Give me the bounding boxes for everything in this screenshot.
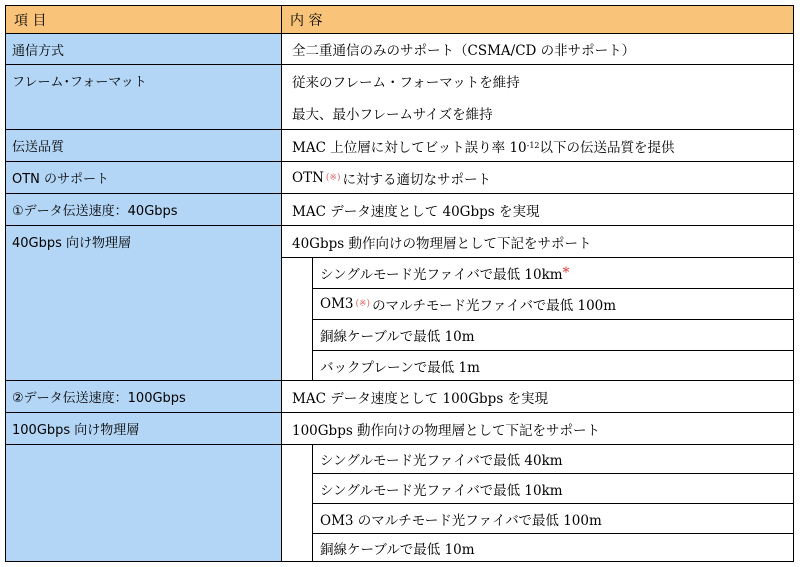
header-item-cell [6,6,281,33]
divider [281,6,282,561]
item-speed40: ①データ伝送速度：40Gbps [6,194,281,225]
footnote-mark: (※) [355,299,371,309]
item-otn: OTN のサポート [6,162,281,193]
divider [312,319,793,320]
spec-table [5,5,794,562]
sub40-copper: 銅線ケーブルで最低 10m [320,329,475,345]
item-frame: フレーム･フォーマット [6,65,281,129]
content-comm: 全二重通信のみのサポート（CSMA/CD の非サポート） [292,43,636,59]
divider [312,473,793,474]
item-quality: 伝送品質 [6,130,281,161]
divider [312,257,313,380]
content-otn: OTN (※) に対する適切なサポート [292,169,491,188]
divider [6,444,793,445]
divider [6,380,793,381]
content-phy40: 40Gbps 動作向けの物理層として下記をサポート [292,235,592,252]
divider [6,64,793,65]
divider [6,412,793,413]
content-frame-1: 従来のフレーム・フォーマットを維持 [292,75,520,91]
divider [6,193,793,194]
divider [6,225,793,226]
asterisk-mark: * [562,265,570,281]
divider [6,161,793,162]
content-speed100: MAC データ速度として 100Gbps を実現 [292,390,549,407]
sub100-4: 銅線ケーブルで最低 10m [320,541,475,558]
item-phy100-cont [6,445,281,561]
sub100-1: シングルモード光ファイバで最低 40km [320,453,563,469]
divider [312,444,313,561]
header-item: 項 目 [14,12,47,29]
content-speed40: MAC データ速度として 40Gbps を実現 [292,203,540,220]
header-content-cell [282,6,793,33]
content-quality: MAC 上位層に対してビット誤り率 10 -12 以下の伝送品質を提供 [292,139,675,156]
sub40-om3: OM3 (※) のマルチモード光ファイバで最低 100m [320,296,617,314]
divider [312,533,793,534]
footnote-mark: (※) [325,172,341,183]
item-phy40: 40Gbps 向け物理層 [6,226,281,380]
item-phy100: 100Gbps 向け物理層 [6,413,281,444]
divider [312,288,793,289]
item-comm: 通信方式 [6,34,281,64]
sub40-backplane: バックプレーンで最低 1m [320,359,480,376]
sub100-3: OM3 のマルチモード光ファイバで最低 100m [320,512,602,529]
divider [312,503,793,504]
header-content: 内 容 [290,12,323,29]
item-speed100: ②データ伝送速度：100Gbps [6,381,281,412]
divider [6,129,793,130]
divider [312,350,793,351]
content-frame-2: 最大、最小フレームサイズを維持 [292,107,493,123]
sub40-smf: シングルモード光ファイバで最低 10km * [320,265,570,283]
sub100-2: シングルモード光ファイバで最低 10km [320,482,563,499]
divider [6,33,793,34]
divider [282,257,793,258]
content-phy100: 100Gbps 動作向けの物理層として下記をサポート [292,422,601,439]
